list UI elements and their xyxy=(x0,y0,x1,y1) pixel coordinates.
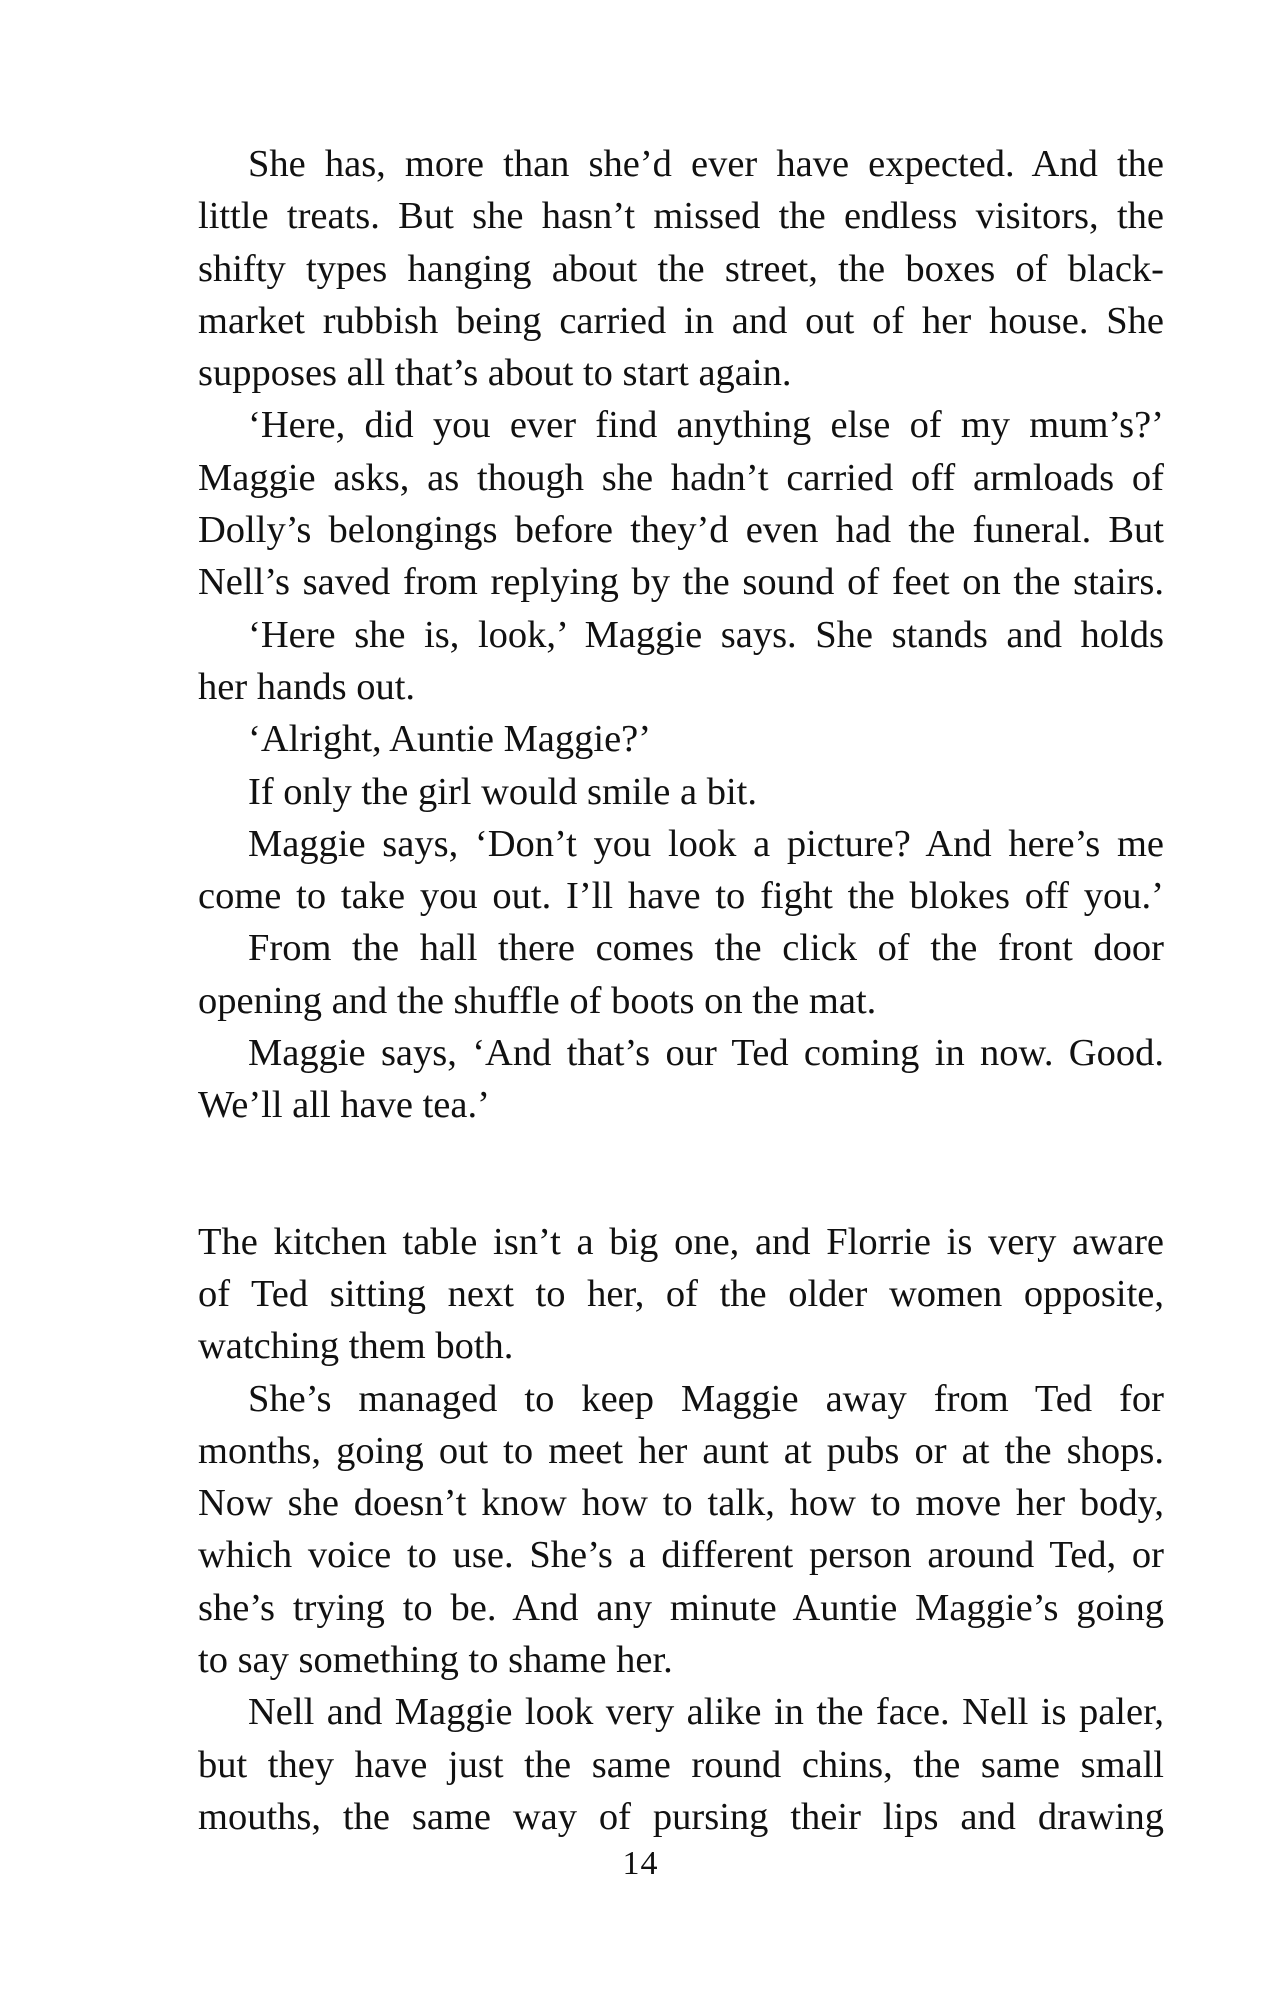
text-line: Now she doesn’t know how to talk, how to move her body, xyxy=(198,1482,1164,1525)
text-line: ‘Here, did you ever find anything else of my mum’s?’ xyxy=(248,404,1164,447)
text-line: Dolly’s belongings before they’d even had the funeral. But xyxy=(198,509,1164,552)
text-line: months, going out to meet her aunt at pubs or at the shops. xyxy=(198,1429,1164,1472)
page-text xyxy=(198,138,1164,1843)
text-line: her hands out. xyxy=(198,665,416,708)
text-line: She’s managed to keep Maggie away from Ted for xyxy=(248,1377,1164,1420)
page-number: 14 xyxy=(622,1845,659,1882)
text-line: From the hall there comes the click of the front door xyxy=(248,927,1164,970)
text-line: If only the girl would smile a bit. xyxy=(248,770,757,813)
text-line: to say something to shame her. xyxy=(198,1639,673,1682)
text-section-1 xyxy=(198,138,1164,1132)
text-line: ‘Here she is, look,’ Maggie says. She stands and holds xyxy=(248,613,1164,656)
text-line: watching them both. xyxy=(198,1325,514,1368)
text-line: which voice to use. She’s a different person around Ted, or xyxy=(198,1534,1164,1577)
text-line: The kitchen table isn’t a big one, and Florrie is very aware xyxy=(198,1220,1164,1263)
text-line: mouths, the same way of pursing their lips and drawing xyxy=(198,1795,1164,1838)
text-section-2 xyxy=(198,1216,1164,1844)
section-break xyxy=(198,1132,1164,1216)
text-line: We’ll all have tea.’ xyxy=(198,1084,490,1127)
text-line: Maggie asks, as though she hadn’t carried off armloads of xyxy=(198,456,1164,499)
text-line: Maggie says, ‘Don’t you look a picture? And here’s me xyxy=(248,822,1164,865)
text-line: market rubbish being carried in and out of her house. She xyxy=(198,299,1164,342)
text-line: little treats. But she hasn’t missed the endless visitors, the xyxy=(198,195,1164,238)
text-line: She has, more than she’d ever have expected. And the xyxy=(248,143,1164,185)
text-line: Nell’s saved from replying by the sound of feet on the stairs. xyxy=(198,561,1164,604)
text-line: come to take you out. I’ll have to fight the blokes off you.’ xyxy=(198,875,1164,918)
text-line: Maggie says, ‘And that’s our Ted coming in now. Good. xyxy=(248,1032,1164,1075)
text-line: she’s trying to be. And any minute Auntie Maggie’s going xyxy=(198,1586,1164,1629)
text-line: supposes all that’s about to start again. xyxy=(198,352,792,395)
text-line: Nell and Maggie look very alike in the face. Nell is paler, xyxy=(248,1691,1164,1734)
text-line: opening and the shuffle of boots on the mat. xyxy=(198,979,877,1022)
text-line: ‘Alright, Auntie Maggie?’ xyxy=(248,718,652,761)
text-line: of Ted sitting next to her, of the older women opposite, xyxy=(198,1272,1164,1315)
text-line: shifty types hanging about the street, the boxes of black- xyxy=(198,247,1164,290)
text-line: but they have just the same round chins, the same small xyxy=(198,1743,1164,1786)
